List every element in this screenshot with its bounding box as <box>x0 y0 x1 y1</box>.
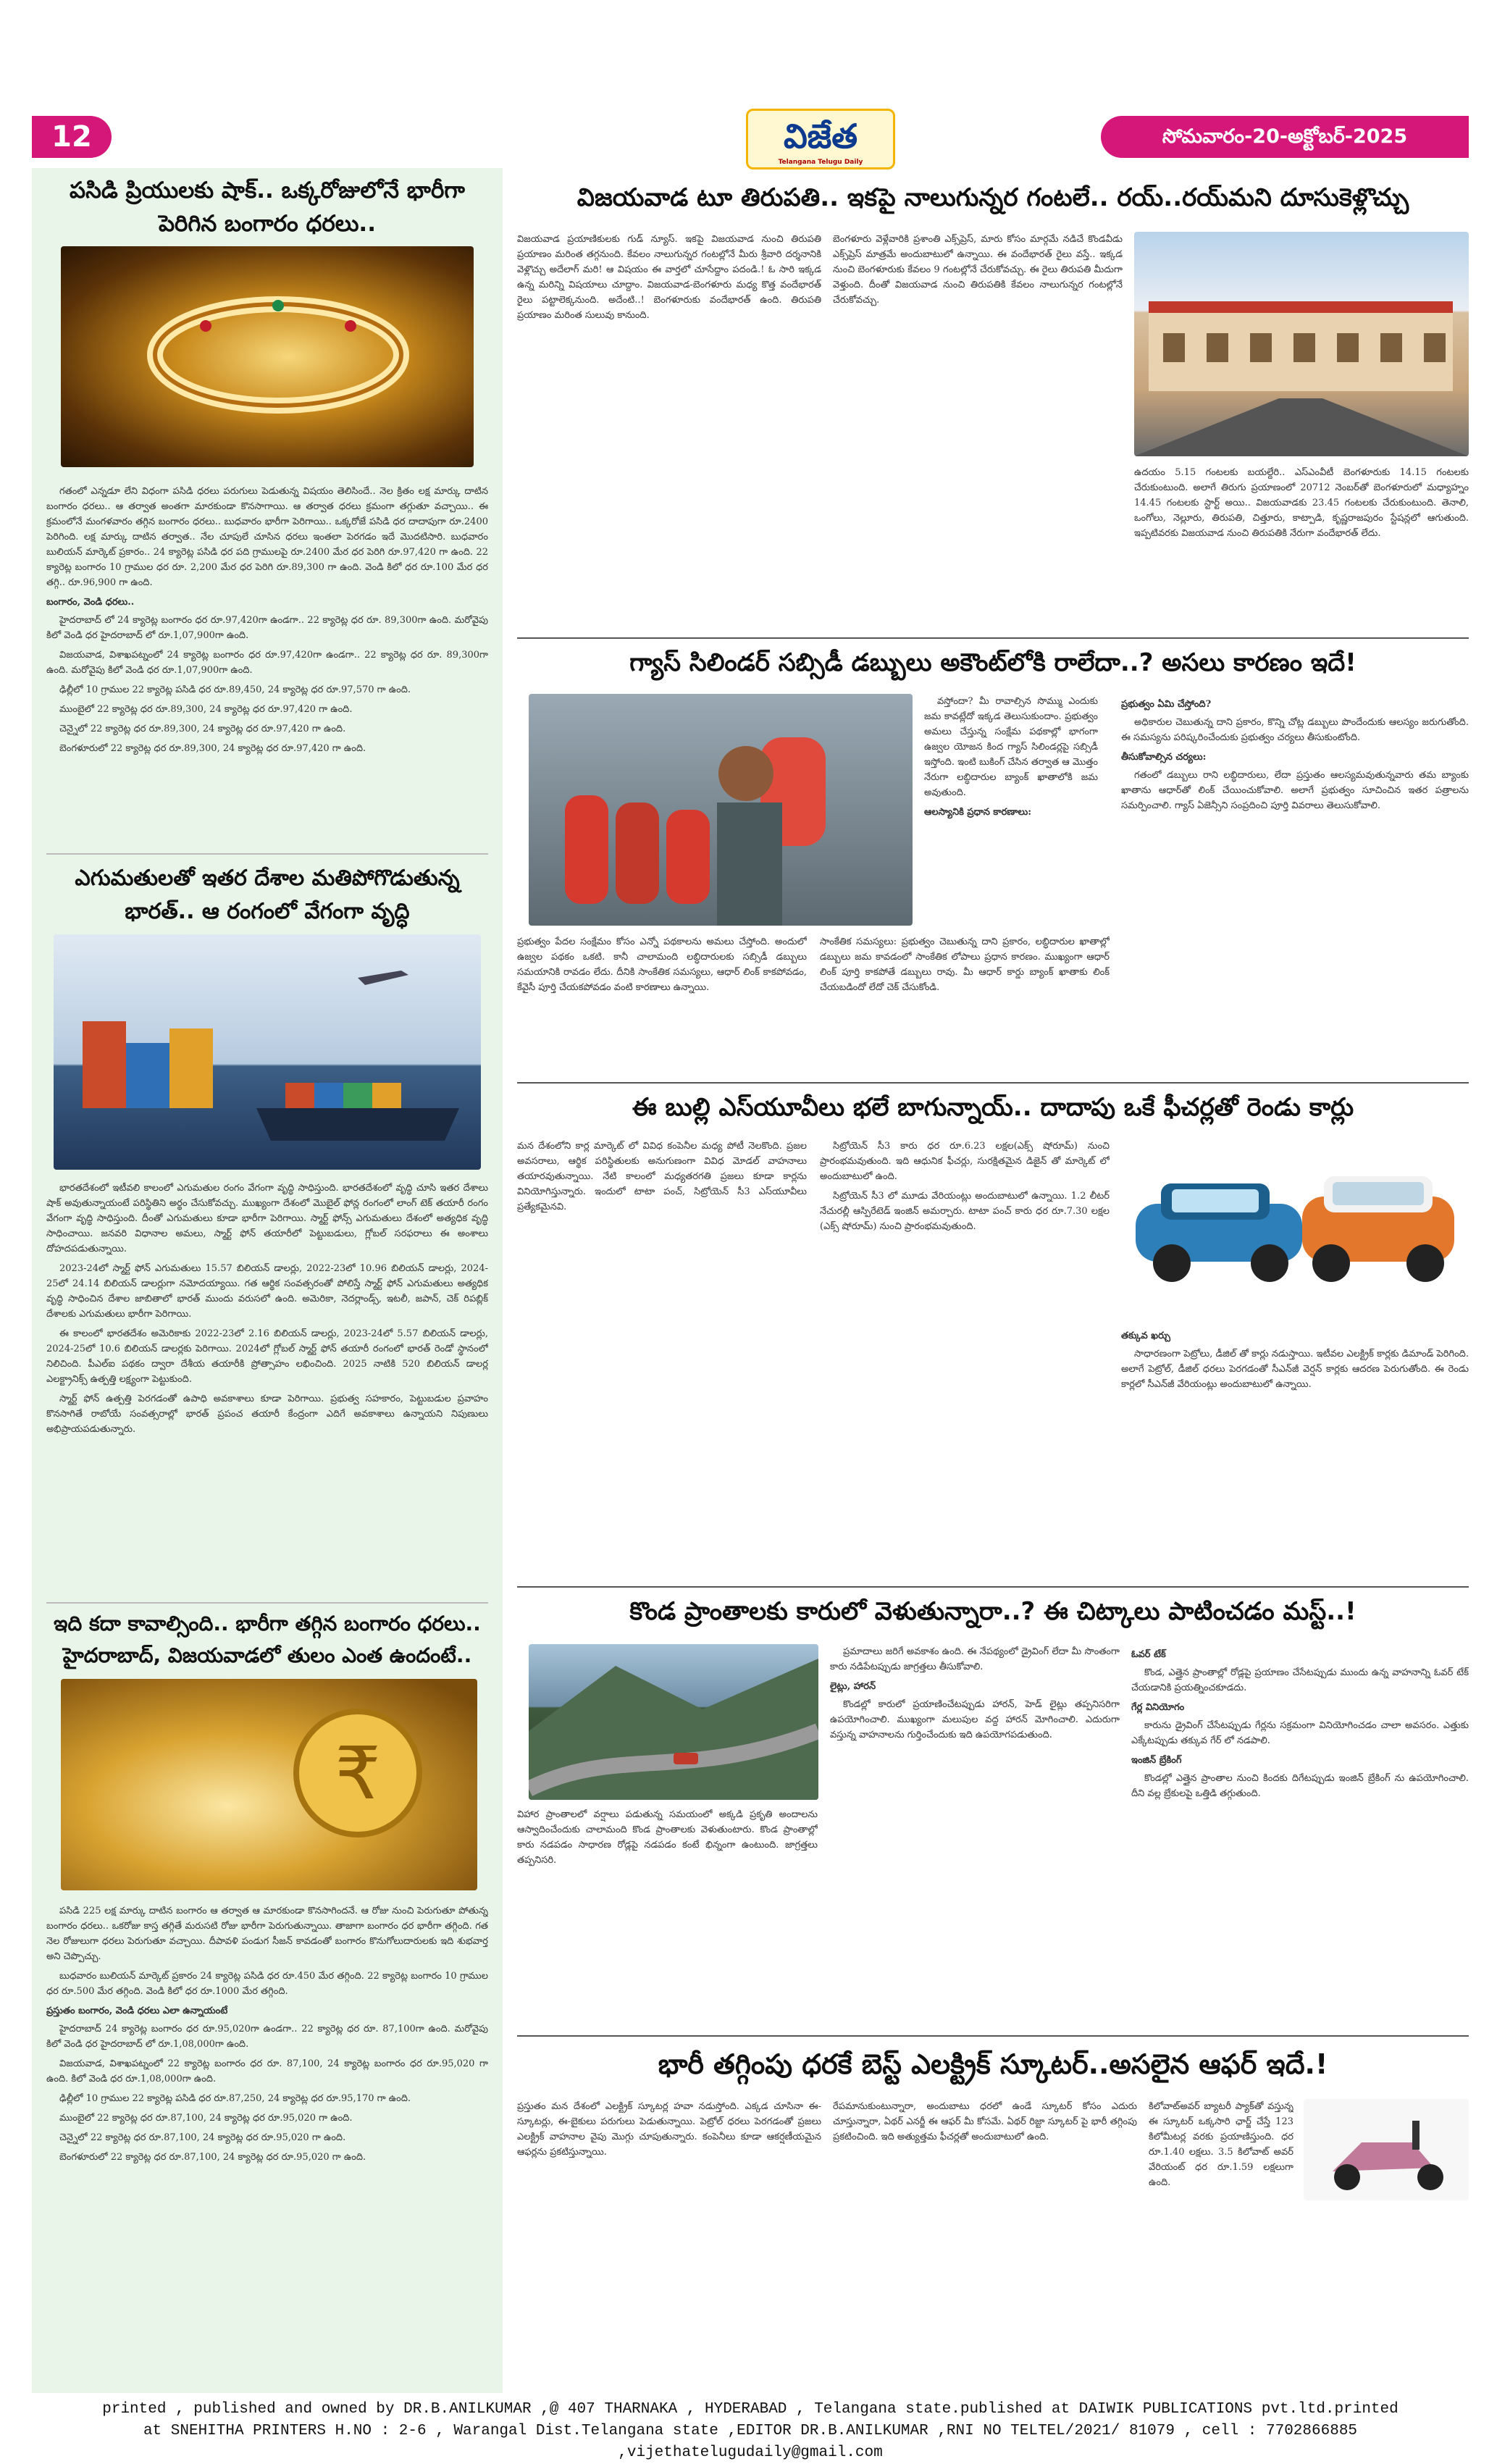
logo-text: విజేత <box>783 117 858 156</box>
gold-para: చెన్నైలో 22 క్యారెట్ల ధర రూ.89,300, 24 క్యారెట్ల ధర రూ.97,420 గా ఉంది. <box>59 724 346 734</box>
suv-para: సాధారణంగా పెట్రోలు, డీజిల్ తో కార్లు నడుస్తాయి. ఇటీవల ఎలక్ట్రిక్ కార్లకు డిమాండ్ పెరిగింది. అలాగే పెట్రోల్, డీజిల్ ధరలు పెరగడంతో సీఎన్‌జీ వెర్షన్ కార్లకు ఆదరణ పెరుగుతోంది. ఈ రెండు కార్లలో సీఎన్‌జీ వేరియంట్లు అందుబాటులో ఉన్నాయి. <box>1121 1349 1469 1390</box>
gas-cylinder-icon <box>529 694 913 926</box>
suv-headline: ఈ బుల్లి ఎస్‌యూవీలు భలే బాగున్నాయ్.. దాదాపు ఒకే ఫీచర్లతో రెండు కార్లు <box>632 1093 1354 1122</box>
hill-subhead: ఓవర్ టేక్ <box>1131 1649 1166 1660</box>
suv-subhead: తక్కువ ఖర్చు <box>1121 1331 1170 1341</box>
exports-photo <box>54 934 481 1170</box>
gold2-para: బెంగళూరులో 22 క్యారెట్ల ధర రూ.87,100, 24 క్యారెట్ల ధర రూ.95,020 గా ఉంది. <box>59 2152 366 2163</box>
exports-para: భారతదేశంలో ఇటీవలి కాలంలో ఎగుమతుల రంగం వేగంగా వృద్ధి సాధిస్తుంది. భారతదేశంలో వృద్ధి చూసి ఇతర దేశాలు షాక్ అవుతున్నాయంటే పరిస్థితిని అర్థం చేసుకోవచ్చు. ముఖ్యంగా దేశంలో మొబైల్ ఫోన్ల రంగంలో లాంగ్ టెక్ తయారీ రంగం వేగంగా వృద్ధి సాధిస్తుంది. దీంతో ఎగుమతులు కూడా భారీగా పెరిగాయి. స్మార్ట్ ఫోన్స్ ఎగుమతులు దేశంలో అత్యధిక వృద్ధి సాధించాయి. జనవరి విధానాల అమలు, స్మార్ట్ ఫోన్ తయారీలో పెట్టుబడులు, గ్లోబల్ సరఫరాలు ఈ అంశాలు దోహదపడుతున్నాయి. <box>46 1183 488 1254</box>
train-col-2: బెంగళూరు వెళ్లేవారికి ప్రశాంతి ఎక్స్‌ప్రెస్, మారు కోసం మార్గమే నడిచే కొండవీడు ఎక్స్‌ప్రెస్ మాత్రమే అందుబాటులో ఉన్నాయి. ఈ వందేభారత్ రైలు వస్తే.. ఇక్కడ నుంచి బెంగళూరుకు కేవలం 9 గంటల్లోనే చేరుకోవచ్చు. ఈ రైలు తిరుపతి మీదుగా వెళ్తుంది. దీంతో విజయవాడ నుంచి తిరుపతికి కేవలం నాలుగున్నర గంటల్లోనే చేరుకోవచ్చు. <box>833 234 1123 306</box>
divider <box>517 637 1469 639</box>
exports-body <box>46 1181 488 1597</box>
scooter-col-2: రేపమానుకుంటున్నారా, అందుబాటు ధరలో ఉండే స్కూటర్ కోసం ఎదురు చూస్తున్నారా, ఏథర్ ఎనర్జీ ఈ ఆఫర్ మీ కోసమే. ఏథర్ రిజ్టా స్కూటర్ పై భారీ తగ్గింపు ప్రకటించింది. ఇది అత్యుత్తమ ఫీచర్లతో అందుబాటులో ఉంది. <box>833 2101 1137 2142</box>
station-building-icon <box>1134 232 1469 456</box>
gas-para: గతంలో డబ్బులు రాని లబ్ధిదారులు, లేదా ప్రస్తుతం ఆలస్యమవుతున్నవారు తమ బ్యాంకు ఖాతాను ఆధార్‌తో లింక్ చేయించుకోవాలి. అలాగే ప్రభుత్వం సూచించిన ఇతర పత్రాలను సమర్పించాలి. గ్యాస్ ఏజెన్సీని సంప్రదించి పూర్తి వివరాలు తెలుసుకోవాలి. <box>1121 770 1469 811</box>
train-headline: విజయవాడ టూ తిరుపతి.. ఇకపై నాలుగున్నర గంటలే.. రయ్..రయ్‌మని దూసుకెళ్లొచ్చు <box>576 183 1409 212</box>
gold2-body <box>46 1903 488 2390</box>
gold-jewellery-photo <box>61 246 474 467</box>
hill-col-1: విహార ప్రాంతాలలో వర్షాలు పడుతున్న సమయంలో అక్కడి ప్రకృతి అందాలను ఆస్వాదించేందుకు చాలామంది కొండ ప్రాంతాలకు వెళుతుంటారు. కొండ ప్రాంతాల్లో కారు నడపడం సాధారణ రోడ్లపై నడపడం కంటే భిన్నంగా ఉంటుంది. జాగ్రత్తలు తప్పనిసరి. <box>517 1809 818 1866</box>
suv-para: సిట్రోయెన్ సీ3 కారు ధర రూ.6.23 లక్షల(ఎక్స్ షోరూమ్) నుంచి ప్రారంభమవుతుంది. ఇది ఆధునిక ఫీచర్లు, సురక్షితమైన డిజైన్ తో మార్కెట్ లో అందుబాటులో ఉంది. <box>820 1141 1110 1182</box>
suv-col-3 <box>1121 1325 1469 1579</box>
gold2-para: ముంబైలో 22 క్యారెట్ల ధర రూ.87,100, 24 క్యారెట్ల ధర రూ.95,020 గా ఉంది. <box>59 2113 353 2124</box>
gas-para: వస్తోందా? మీ రావాల్సిన సొమ్ము ఎందుకు జమ కావట్లేదో ఇక్కడ తెలుసుకుందాం. ప్రభుత్వం అమలు చేస్తున్న సంక్షేమ పథకాల్లో భాగంగా ఉజ్వల యోజన కింద గ్యాస్ సిలిండర్లపై సబ్సిడీ ఇస్తోంది. ఇంటి బుకింగ్ చేసిన తర్వాత ఆ మొత్తం నేరుగా లబ్ధిదారుల బ్యాంక్ ఖాతాలోకి జమ అవుతుంది. <box>924 696 1098 798</box>
gas-col-3: సాంకేతిక సమస్యలు: ప్రభుత్వం చెబుతున్న దాని ప్రకారం, లబ్ధిదారుల ఖాతాల్లో డబ్బులు జమ కావడంలో సాంకేతిక లోపాలు ప్రధాన కారణం. ముఖ్యంగా ఆధార్ లింక్ పూర్తి కాకపోతే డబ్బులు రావు. మీ ఆధార్ కార్డు బ్యాంక్ ఖాతాకు లింక్ చేయబడిందో లేదో చెక్ చేసుకోండి. <box>820 936 1110 993</box>
scooter-col-1: ప్రస్తుతం మన దేశంలో ఎలక్ట్రిక్ స్కూటర్ల హవా నడుస్తోంది. ఎక్కడ చూసినా ఈ-స్కూటర్లు, ఈ-బైకులు పరుగులు పెడుతున్నాయి. పెట్రోల్ ధరలు పెరగడంతో ప్రజలు ఎలక్ట్రిక్ వాహనాల వైపు మొగ్గు చూపుతున్నారు. కంపెనీలు కూడా ఆకర్షణీయమైన ఆఫర్లను ప్రకటిస్తున్నాయి. <box>517 2101 821 2158</box>
exports-headline: ఎగుమతులతో ఇతర దేశాల మతిపోగొడుతున్న భారత్.. ఆ రంగంలో వేగంగా వృద్ధి <box>75 866 460 924</box>
gas-headline: గ్యాస్ సిలిండర్ సబ్సిడీ డబ్బులు అకౌంట్‌లోకి రాలేదా..? అసలు కారణం ఇదే! <box>629 648 1356 677</box>
scooter-headline: భారీ తగ్గింపు ధరకే బెస్ట్ ఎలక్ట్రిక్ స్కూటర్..అసలైన ఆఫర్ ఇదే.! <box>658 2048 1328 2080</box>
train-col-1: విజయవాడ ప్రయాణికులకు గుడ్ న్యూస్. ఇకపై విజయవాడ నుంచి తిరుపతి ప్రయాణం మరింత తగ్గనుంది. కేవలం నాలుగున్నర గంటల్లోనే మీరు శ్రీవారి దర్శనానికి వెళ్లొచ్చు అదేలాగ్ మరి! ఆ విషయం ఈ వార్తలో చూసేద్దాం పదండి.! ఓ సారి ఇక్కడ ఉన్న మరిన్ని విషయాలు చూద్దాం. విజయవాడ-బెంగళూరు మధ్య కొత్త వందేభారత్ రైలు పట్టాలెక్కనుంది. అదేంటి..! బెంగళూరుకు వందేభారత్ ఉంది. తిరుపతి ప్రయాణం మరింత సులువు కానుంది. <box>517 234 821 321</box>
scooter-icon <box>1304 2099 1469 2200</box>
gold-body <box>46 484 488 846</box>
gold-subhead: బంగారం, వెండి ధరలు.. <box>46 597 135 608</box>
gas-subhead: ఆలస్యానికి ప్రధాన కారణాలు: <box>924 807 1032 818</box>
railway-station-photo <box>1134 232 1469 456</box>
hill-para: కొండల్లో కారులో ప్రయాణించేటప్పుడు హారన్, హెడ్ లైట్లు తప్పనిసరిగా ఉపయోగించాలి. ముఖ్యంగా మలుపుల వద్ద హారన్ మోగించాలి. ఎదురుగా వస్తున్న వాహనాలను గుర్తించేందుకు ఇది ఉపయోగపడుతుంది. <box>830 1699 1120 1740</box>
car-icon <box>1121 1139 1469 1320</box>
gold2-para: పసిడి 225 లక్ష మార్కు దాటిన బంగారం ఆ తర్వాత ఆ మారకుండా కొనసాగిందనే. ఆ రోజు నుంచి పెరుగుతూ పోతున్న బంగారం ధరలు.. ఒకరోజు కాస్త తగ్గితే మరుసటి రోజు భారీగా పెరుగుతున్నాయి. తాజాగా బంగారం ధర భారీగా తగ్గింది. గత నెల రోజులుగా ధరలు పెరుగుతూ వచ్చాయి. దీపావళి పండుగ సీజన్ కావడంతో బంగారం కొనుగోలుదారులకు ఇది శుభవార్త అని చెప్పొచ్చు. <box>46 1906 488 1962</box>
masthead-logo <box>746 109 895 169</box>
cargo-ship-icon <box>54 934 481 1170</box>
gas-subhead: ప్రభుత్వం ఏమి చేస్తోంది? <box>1121 699 1212 710</box>
scooter-photo <box>1304 2099 1469 2200</box>
gold-para: ఢిల్లీలో 10 గ్రాముల 22 క్యారెట్ల పసిడి ధర రూ.89,450, 24 క్యారెట్ల ధర రూ.97,570 గా ఉంది. <box>59 684 411 695</box>
gold2-para: బుధవారం బులియన్ మార్కెట్ ప్రకారం 24 క్యారెట్ల పసిడి ధర రూ.450 మేర తగ్గింది. 22 క్యారెట్ల బంగారం 10 గ్రాముల ధర రూ.500 మేర తగ్గింది. వెండి కిలో ధర రూ.1000 మేర తగ్గింది. <box>46 1971 488 1997</box>
exports-para: ఈ కాలంలో భారతదేశం అమెరికాకు 2022-23లో 2.16 బిలియన్ డాలర్లు, 2023-24లో 5.57 బిలియన్ డాలర్లు, 2024-25లో 10.6 బిలియన్ డాలర్లకు పెరిగాయి. 2024లో గ్లోబల్ స్మార్ట్ ఫోన్ తయారీ రంగంలో భారత్ రెండో స్థానంలో నిలిచింది. పీఎల్ఐ పథకం ద్వారా దేశీయ తయారీకి ప్రోత్సాహం లభించింది. 2025 నాటికి 520 బిలియన్ డాలర్ల ఎలక్ట్రానిక్స్ ఉత్పత్తి లక్ష్యంగా పెట్టుకుంది. <box>46 1328 488 1385</box>
train-col-3: ఉదయం 5.15 గంటలకు బయల్దేరి.. ఎస్ఎంవీటీ బెంగళూరుకు 14.15 గంటలకు చేరుకుంటుంది. అలాగే తిరుగు ప్రయాణంలో 20712 నెంబర్‌తో బెంగళూరులో మధ్యాహ్నం 14.45 గంటలకు స్టార్ట్ అయి.. విజయవాడకు 23.45 గంటలకు చేరుకుంటుంది. తెనాలి, ఒంగోలు, నెల్లూరు, తిరుపతి, చిత్తూరు, కాట్పాడి, కృష్ణరాజపురం స్టేషన్లలో ఆగుతుంది. ఇప్పటివరకు విజయవాడ నుంచి తిరుపతికి నేరుగా వందేభారత్ లేదు. <box>1134 467 1469 539</box>
gold-para: హైదరాబాద్ లో 24 క్యారెట్ల బంగారం ధర రూ.97,420గా ఉండగా.. 22 క్యారెట్ల ధర రూ. 89,300గా ఉంది. మరోవైపు కిలో వెండి ధర హైదరాబాద్ లో రూ.1,07,900గా ఉంది. <box>46 615 488 641</box>
suv-para: సిట్రోయెన్ సీ3 లో మూడు వేరియంట్లు అందుబాటులో ఉన్నాయి. 1.2 లీటర్ నేచురల్లీ ఆస్పిరేటెడ్ ఇంజిన్ అమర్చారు. టాటా పంచ్ కారు ధర రూ.7.30 లక్షల (ఎక్స్ షోరూమ్) నుంచి ప్రారంభమవుతుంది. <box>820 1191 1110 1232</box>
imprint-footer <box>32 2399 1469 2460</box>
divider <box>517 1082 1469 1084</box>
divider <box>517 1586 1469 1588</box>
issue-date: సోమవారం-20-అక్టోబర్-2025 <box>1101 116 1469 158</box>
imprint-line: printed , published and owned by DR.B.ANILKUMAR ,@ 407 THARNAKA , HYDERABAD , Telangana state.published at DAIWIK PUBLICATIONS pvt.ltd.printed <box>102 2401 1399 2418</box>
imprint-line: at SNEHITHA PRINTERS H.NO : 2-6 , Warangal Dist.Telangana state ,EDITOR DR.B.ANILKUMAR ,RNI NO TELTEL/2021/ 81079 , cell : 7702866885 ,vijethatelugudaily@gmail.com <box>143 2423 1358 2461</box>
gold-para: బెంగళూరులో 22 క్యారెట్ల ధర రూ.89,300, 24 క్యారెట్ల ధర రూ.97,420 గా ఉంది. <box>59 743 366 754</box>
gas-cylinder-photo <box>529 694 913 926</box>
gold2-para: హైదరాబాద్ 24 క్యారెట్ల బంగారం ధర రూ.95,020గా ఉండగా.. 22 క్యారెట్ల ధర రూ. 87,100గా ఉంది. మరోవైపు కిలో వెండి ధర హైదరాబాద్ లో రూ.1,08,000గా ఉంది. <box>46 2024 488 2050</box>
gas-subhead: తీసుకోవాల్సిన చర్యలు: <box>1121 752 1207 763</box>
divider <box>46 1602 488 1604</box>
hill-subhead: లైట్లు, హారన్ <box>830 1681 876 1692</box>
hill-para: కొండ, ఎత్తైన ప్రాంతాల్లో రోడ్లపై ప్రయాణం చేసేటప్పుడు ముందు ఉన్న వాహనాన్ని ఓవర్ టేక్ చేయడానికి ప్రయత్నించకూడదు. <box>1131 1667 1469 1693</box>
gas-para: అధికారుల చెబుతున్న దాని ప్రకారం, కొన్ని చోట్ల డబ్బులు పొందేందుకు ఆలస్యం జరుగుతోంది. ఈ సమస్యను పరిష్కరించేందుకు ప్రభుత్వం చర్యలు తీసుకుంటోంది. <box>1121 717 1469 743</box>
hill-para: ప్రమాదాలు జరిగే అవకాశం ఉంది. ఈ నేపథ్యంలో డ్రైవింగ్ లేదా మీ సొంతంగా కారు నడిపేటప్పుడు జాగ్రత్తలు తీసుకోవాలి. <box>830 1646 1120 1672</box>
suv-col-1: మన దేశంలోని కార్ల మార్కెట్ లో వివిధ కంపెనీల మధ్య పోటీ నెలకొంది. ప్రజల అవసరాలు, ఆర్థిక పరిస్థితులకు అనుగుణంగా వివిధ మోడల్ వాహనాలు తయారవుతున్నాయి. నేటి కాలంలో మధ్యతరగతి ప్రజలు కూడా కార్లను వినియోగిస్తున్నారు. ఇందులో టాటా పంచ్, సిట్రోయెన్ సీ3 ఎస్‌యూవీలు ప్రత్యేకమైనవి. <box>517 1141 807 1212</box>
gold-coins-photo <box>61 1679 477 1890</box>
hill-col-2 <box>830 1644 1120 2024</box>
gold-para: గతంలో ఎన్నడూ లేని విధంగా పసిడి ధరలు పరుగులు పెడుతున్న విషయం తెలిసిందే.. నెల క్రితం లక్ష మార్కు దాటిన బంగారం ధరలు.. ఆ తర్వాత అంతగా మారకుండా కొనసాగాయి. ఆ తర్వాత ధరలు క్రమంగా తగ్గుతూ వచ్చాయి.. ఈ క్రమంలోనే మంగళవారం తగ్గిన బంగారం ధరలు.. బుధవారం భారీగా పెరిగాయి.. ఒక్కరోజే పసిడి ధర దాదాపుగా రూ.2400 పెరిగింది. లక్ష మార్కు దాటిన తర్వాత.. నేల చూపులే చూసిన ధరలు ఇంతలా పెరగడం ఇదే మొదటిసారి. బుధవారం బులియన్ మార్కెట్ ప్రకారం.. 24 క్యారెట్ల పసిడి ధర పది గ్రాములపై రూ.2400 మేర ధర పెరిగి రూ.97,420 గా ఉంది. 22 క్యారెట్ల బంగారం 10 గ్రాముల ధర రూ. 2,200 మేర ధర పెరిగి రూ.89,300 గా ఉంది. వెండి కిలో ధర రూ.100 మేర ధర తగ్గి.. రూ.96,900 గా ఉంది. <box>46 486 488 588</box>
gold2-para: విజయవాడ, విశాఖపట్నంలో 22 క్యారెట్ల బంగారం ధర రూ. 87,100, 24 క్యారెట్ల బంగారం ధర రూ.95,020 గా ఉంది. కిలో వెండి ధర రూ.1,08,000గా ఉంది. <box>46 2058 488 2084</box>
logo-tagline: Telangana Telugu Daily <box>778 159 863 166</box>
mountain-road-photo <box>529 1644 818 1800</box>
hill-para: కారును డ్రైవింగ్ చేసేటప్పుడు గేర్లను సక్రమంగా వినియోగించడం చాలా అవసరం. ఎత్తుకు ఎక్కేటప్పుడు తక్కువ గేర్ లో నడపాలి. <box>1131 1720 1469 1746</box>
gold2-headline: ఇది కదా కావాల్సింది.. భారీగా తగ్గిన బంగారం ధరలు.. హైదరాబాద్, విజయవాడలో తులం ఎంత ఉందంటే.. <box>54 1612 481 1667</box>
divider <box>517 2035 1469 2037</box>
gas-col-1 <box>924 694 1098 926</box>
gold-headline: పసిడి ప్రియులకు షాక్.. ఒక్కరోజులోనే భారీగా పెరిగిన బంగారం ధరలు.. <box>70 177 465 237</box>
hill-col-3 <box>1131 1644 1469 2024</box>
hill-subhead: గేర్ల వినియోగం <box>1131 1702 1185 1713</box>
gold2-subhead: ప్రస్తుతం బంగారం, వెండి ధరలు ఎలా ఉన్నాయంటే <box>46 2006 228 2016</box>
suv-col-2 <box>820 1139 1110 1579</box>
gold2-para: చెన్నైలో 22 క్యారెట్ల ధర రూ.87,100, 24 క్యారెట్ల ధర రూ.95,020 గా ఉంది. <box>59 2132 346 2143</box>
gold2-para: ఢిల్లీలో 10 గ్రాముల 22 క్యారెట్ల పసిడి ధర రూ.87,250, 24 క్యారెట్ల ధర రూ.95,170 గా ఉంది. <box>59 2093 411 2104</box>
svg-text:₹: ₹ <box>335 1731 381 1816</box>
hill-headline: కొండ ప్రాంతాలకు కారులో వెళుతున్నారా..? ఈ చిట్కాలు పాటించడం మస్ట్..! <box>629 1597 1356 1626</box>
divider <box>46 853 488 855</box>
gold-para: ముంబైలో 22 క్యారెట్ల ధర రూ.89,300, 24 క్యారెట్ల ధర రూ.97,420 గా ఉంది. <box>59 704 353 715</box>
suv-cars-photo <box>1121 1139 1469 1320</box>
rupee-coin-icon <box>61 1679 477 1890</box>
hill-subhead: ఇంజిన్ బ్రేకింగ్ <box>1131 1755 1182 1766</box>
bangle-icon <box>61 246 474 467</box>
hill-para: కొండల్లో ఎత్తైన ప్రాంతాల నుంచి కిందకు దిగేటప్పుడు ఇంజిన్ బ్రేకింగ్ ను ఉపయోగించాలి. దీని వల్ల బ్రేకులపై ఒత్తిడి తగ్గుతుంది. <box>1131 1773 1469 1799</box>
exports-para: స్మార్ట్ ఫోన్ ఉత్పత్తి పెరగడంతో ఉపాధి అవకాశాలు కూడా పెరిగాయి. ప్రభుత్వ సహకారం, పెట్టుబడుల ప్రవాహం కొనసాగితే రాబోయే సంవత్సరాల్లో భారత్ ప్రపంచ తయారీ కేంద్రంగా ఎదిగే అవకాశాలు ఉన్నాయని నిపుణులు అభిప్రాయపడుతున్నారు. <box>46 1394 488 1435</box>
road-icon <box>529 1644 818 1800</box>
scooter-col-3: కిలోవాట్‌అవర్ బ్యాటరీ ప్యాక్‌తో వస్తున్న ఈ స్కూటర్ ఒక్కసారి ఛార్జ్ చేస్తే 123 కిలోమీటర్ల వరకు ప్రయాణిస్తుంది. ధర రూ.1.40 లక్షలు. 3.5 కిలోవాట్ అవర్ వేరియంట్ ధర రూ.1.59 లక్షలుగా ఉంది. <box>1149 2101 1293 2188</box>
page-number: 12 <box>32 116 112 158</box>
gas-col-4 <box>1121 694 1469 1074</box>
gas-col-2: ప్రభుత్వం పేదల సంక్షేమం కోసం ఎన్నో పథకాలను అమలు చేస్తోంది. అందులో ఉజ్వల పథకం ఒకటి. కానీ చాలామంది లబ్ధిదారులకు సబ్సిడీ డబ్బులు సమయానికి రావడం లేదు. దీనికి సాంకేతిక సమస్యలు, ఆధార్ లింక్ కాకపోవడం, కేవైసీ పూర్తి చేయకపోవడం వంటి కారణాలు ఉన్నాయి. <box>517 936 807 993</box>
exports-para: 2023-24లో స్మార్ట్ ఫోన్ ఎగుమతులు 15.57 బిలియన్ డాలర్లు, 2022-23లో 10.96 బిలియన్ డాలర్లు, 2024-25లో 24.14 బిలియన్ డాలర్లుగా నమోదయ్యాయి. గత ఆర్థిక సంవత్సరంతో పోలిస్తే స్మార్ట్ ఫోన్ ఎగుమతులు అత్యధిక వృద్ధి సాధించిన దేశాల జాబితాలో భారత్ ముందు వరుసలో ఉంది. అమెరికా, నెదర్లాండ్స్, ఇటలీ, జపాన్, చెక్ రిపబ్లిక్ దేశాలకు ఎగుమతులు భారీగా పెరిగాయి. <box>46 1263 488 1320</box>
gold-para: విజయవాడ, విశాఖపట్నంలో 24 క్యారెట్ల బంగారం ధర రూ.97,420గా ఉండగా.. 22 క్యారెట్ల ధర రూ. 89,300గా ఉంది. మరోవైపు కిలో వెండి ధర రూ.1,07,900గా ఉంది. <box>46 650 488 676</box>
